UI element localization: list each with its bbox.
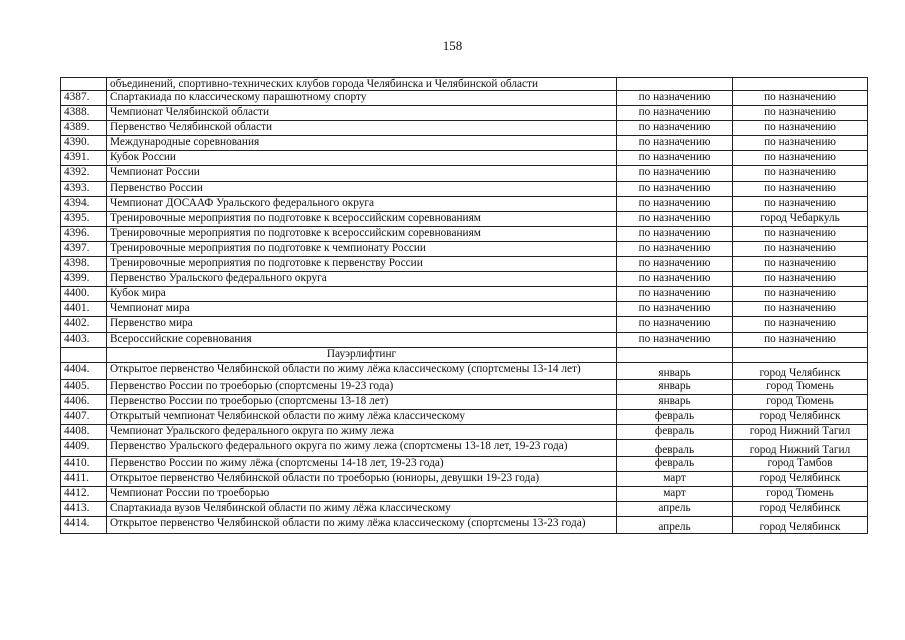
table-row — [61, 332, 868, 347]
event-date: по назначению — [617, 211, 733, 226]
section-title: Пауэрлифтинг — [107, 347, 617, 362]
event-name: Первенство России по жиму лёжа (спортсмены 14-18 лет, 19-23 года) — [107, 457, 617, 472]
table-row — [61, 517, 868, 534]
table-row — [61, 502, 868, 517]
event-place: по назначению — [733, 272, 868, 287]
event-date: по назначению — [617, 151, 733, 166]
event-name: Чемпионат ДОСААФ Уральского федерального округа — [107, 196, 617, 211]
event-name: Спартакиада по классическому парашютному спорту — [107, 91, 617, 106]
event-name: Международные соревнования — [107, 136, 617, 151]
event-number: 4412. — [61, 487, 107, 502]
event-name: Кубок мира — [107, 287, 617, 302]
table-row — [61, 226, 868, 241]
event-date: по назначению — [617, 332, 733, 347]
table-row — [61, 287, 868, 302]
event-date: март — [617, 487, 733, 502]
event-number: 4405. — [61, 379, 107, 394]
event-number: 4409. — [61, 440, 107, 457]
table-row — [61, 136, 868, 151]
event-date: апрель — [617, 517, 733, 534]
event-name: Открытое первенство Челябинской области по троеборью (юниоры, девушки 19-23 года) — [107, 472, 617, 487]
event-place: по назначению — [733, 196, 868, 211]
table-row — [61, 91, 868, 106]
event-number: 4406. — [61, 394, 107, 409]
table-row — [61, 151, 868, 166]
event-number: 4400. — [61, 287, 107, 302]
event-name: Первенство Уральского федерального округа по жиму лежа (спортсмены 13-18 лет, 19-23 года) — [107, 440, 617, 457]
event-number: 4401. — [61, 302, 107, 317]
event-place: по назначению — [733, 151, 868, 166]
events-table — [60, 77, 868, 534]
table-row — [61, 487, 868, 502]
event-date: по назначению — [617, 257, 733, 272]
empty-cell — [733, 347, 868, 362]
event-place: город Челябинск — [733, 517, 868, 534]
event-name: Тренировочные мероприятия по подготовке к первенству России — [107, 257, 617, 272]
table-row — [61, 181, 868, 196]
table-row — [61, 166, 868, 181]
event-place: по назначению — [733, 226, 868, 241]
event-name: Тренировочные мероприятия по подготовке к всероссийским соревнованиям — [107, 211, 617, 226]
event-name: Первенство России по троеборью (спортсмены 13-18 лет) — [107, 394, 617, 409]
table-row — [61, 409, 868, 424]
empty-cell — [733, 78, 868, 91]
empty-cell — [617, 347, 733, 362]
event-number: 4394. — [61, 196, 107, 211]
table-row — [61, 440, 868, 457]
event-number: 4414. — [61, 517, 107, 534]
event-name: Открытое первенство Челябинской области по жиму лёжа классическому (спортсмены 13-23 года) — [107, 517, 617, 534]
event-place: город Тюмень — [733, 394, 868, 409]
continuation-row — [61, 78, 868, 91]
event-date: по назначению — [617, 106, 733, 121]
event-name: Кубок России — [107, 151, 617, 166]
event-name: Открытое первенство Челябинской области по жиму лёжа классическому (спортсмены 13-14 лет) — [107, 362, 617, 379]
event-name: Чемпионат мира — [107, 302, 617, 317]
event-name: Первенство Уральского федерального округа — [107, 272, 617, 287]
event-number: 4399. — [61, 272, 107, 287]
event-date: по назначению — [617, 121, 733, 136]
event-place: город Нижний Тагил — [733, 440, 868, 457]
event-number: 4413. — [61, 502, 107, 517]
event-place: по назначению — [733, 91, 868, 106]
event-number: 4410. — [61, 457, 107, 472]
table-row — [61, 424, 868, 439]
event-date: апрель — [617, 502, 733, 517]
event-number: 4393. — [61, 181, 107, 196]
event-name: Тренировочные мероприятия по подготовке к чемпионату России — [107, 241, 617, 256]
event-name: Первенство мира — [107, 317, 617, 332]
empty-cell — [617, 78, 733, 91]
event-number: 4395. — [61, 211, 107, 226]
event-date: по назначению — [617, 136, 733, 151]
event-number: 4388. — [61, 106, 107, 121]
event-number: 4391. — [61, 151, 107, 166]
event-name: Чемпионат Челябинской области — [107, 106, 617, 121]
table-row — [61, 257, 868, 272]
event-date: по назначению — [617, 241, 733, 256]
event-date: февраль — [617, 424, 733, 439]
event-date: по назначению — [617, 287, 733, 302]
section-header-row — [61, 347, 868, 362]
event-number: 4390. — [61, 136, 107, 151]
empty-cell — [61, 347, 107, 362]
event-name: Чемпионат России по троеборью — [107, 487, 617, 502]
event-date: январь — [617, 362, 733, 379]
event-place: город Челябинск — [733, 502, 868, 517]
event-name: Тренировочные мероприятия по подготовке к всероссийским соревнованиям — [107, 226, 617, 241]
event-number: 4411. — [61, 472, 107, 487]
event-date: февраль — [617, 440, 733, 457]
table-row — [61, 302, 868, 317]
event-place: по назначению — [733, 287, 868, 302]
event-date: по назначению — [617, 226, 733, 241]
event-place: город Тюмень — [733, 379, 868, 394]
event-place: по назначению — [733, 257, 868, 272]
event-place: по назначению — [733, 181, 868, 196]
event-place: по назначению — [733, 241, 868, 256]
table-row — [61, 241, 868, 256]
event-name: Чемпионат Уральского федерального округа по жиму лежа — [107, 424, 617, 439]
event-name: Чемпионат России — [107, 166, 617, 181]
table-row — [61, 121, 868, 136]
event-place: по назначению — [733, 106, 868, 121]
empty-cell — [61, 78, 107, 91]
table-row — [61, 317, 868, 332]
event-number: 4402. — [61, 317, 107, 332]
event-number: 4396. — [61, 226, 107, 241]
event-number: 4389. — [61, 121, 107, 136]
page-number: 158 — [442, 38, 463, 53]
continuation-text: объединений, спортивно-технических клубов города Челябинска и Челябинской области — [107, 78, 617, 91]
event-place: город Челябинск — [733, 409, 868, 424]
event-place: по назначению — [733, 166, 868, 181]
event-number: 4407. — [61, 409, 107, 424]
event-name: Спартакиада вузов Челябинской области по жиму лёжа классическому — [107, 502, 617, 517]
table-row — [61, 272, 868, 287]
event-place: город Тамбов — [733, 457, 868, 472]
table-row — [61, 472, 868, 487]
event-name: Открытый чемпионат Челябинской области по жиму лёжа классическому — [107, 409, 617, 424]
event-place: по назначению — [733, 302, 868, 317]
event-place: город Челябинск — [733, 472, 868, 487]
event-place: город Челябинск — [733, 362, 868, 379]
event-number: 4408. — [61, 424, 107, 439]
table-row — [61, 379, 868, 394]
event-date: по назначению — [617, 196, 733, 211]
event-number: 4392. — [61, 166, 107, 181]
event-date: январь — [617, 394, 733, 409]
event-date: по назначению — [617, 302, 733, 317]
event-place: город Тюмень — [733, 487, 868, 502]
event-place: по назначению — [733, 136, 868, 151]
event-place: город Нижний Тагил — [733, 424, 868, 439]
event-number: 4397. — [61, 241, 107, 256]
event-number: 4404. — [61, 362, 107, 379]
event-date: по назначению — [617, 181, 733, 196]
table-row — [61, 211, 868, 226]
event-place: город Чебаркуль — [733, 211, 868, 226]
event-date: по назначению — [617, 166, 733, 181]
event-date: по назначению — [617, 91, 733, 106]
event-date: по назначению — [617, 317, 733, 332]
table-row — [61, 394, 868, 409]
event-date: январь — [617, 379, 733, 394]
event-date: февраль — [617, 457, 733, 472]
table-row — [61, 362, 868, 379]
event-date: февраль — [617, 409, 733, 424]
event-name: Первенство Челябинской области — [107, 121, 617, 136]
event-date: март — [617, 472, 733, 487]
event-place: по назначению — [733, 317, 868, 332]
event-name: Первенство России — [107, 181, 617, 196]
table-row — [61, 196, 868, 211]
event-number: 4387. — [61, 91, 107, 106]
table-row — [61, 457, 868, 472]
events-table-body — [61, 78, 868, 534]
event-name: Всероссийские соревнования — [107, 332, 617, 347]
event-date: по назначению — [617, 272, 733, 287]
event-number: 4403. — [61, 332, 107, 347]
event-name: Первенство России по троеборью (спортсмены 19-23 года) — [107, 379, 617, 394]
table-row — [61, 106, 868, 121]
event-place: по назначению — [733, 332, 868, 347]
event-number: 4398. — [61, 257, 107, 272]
event-place: по назначению — [733, 121, 868, 136]
